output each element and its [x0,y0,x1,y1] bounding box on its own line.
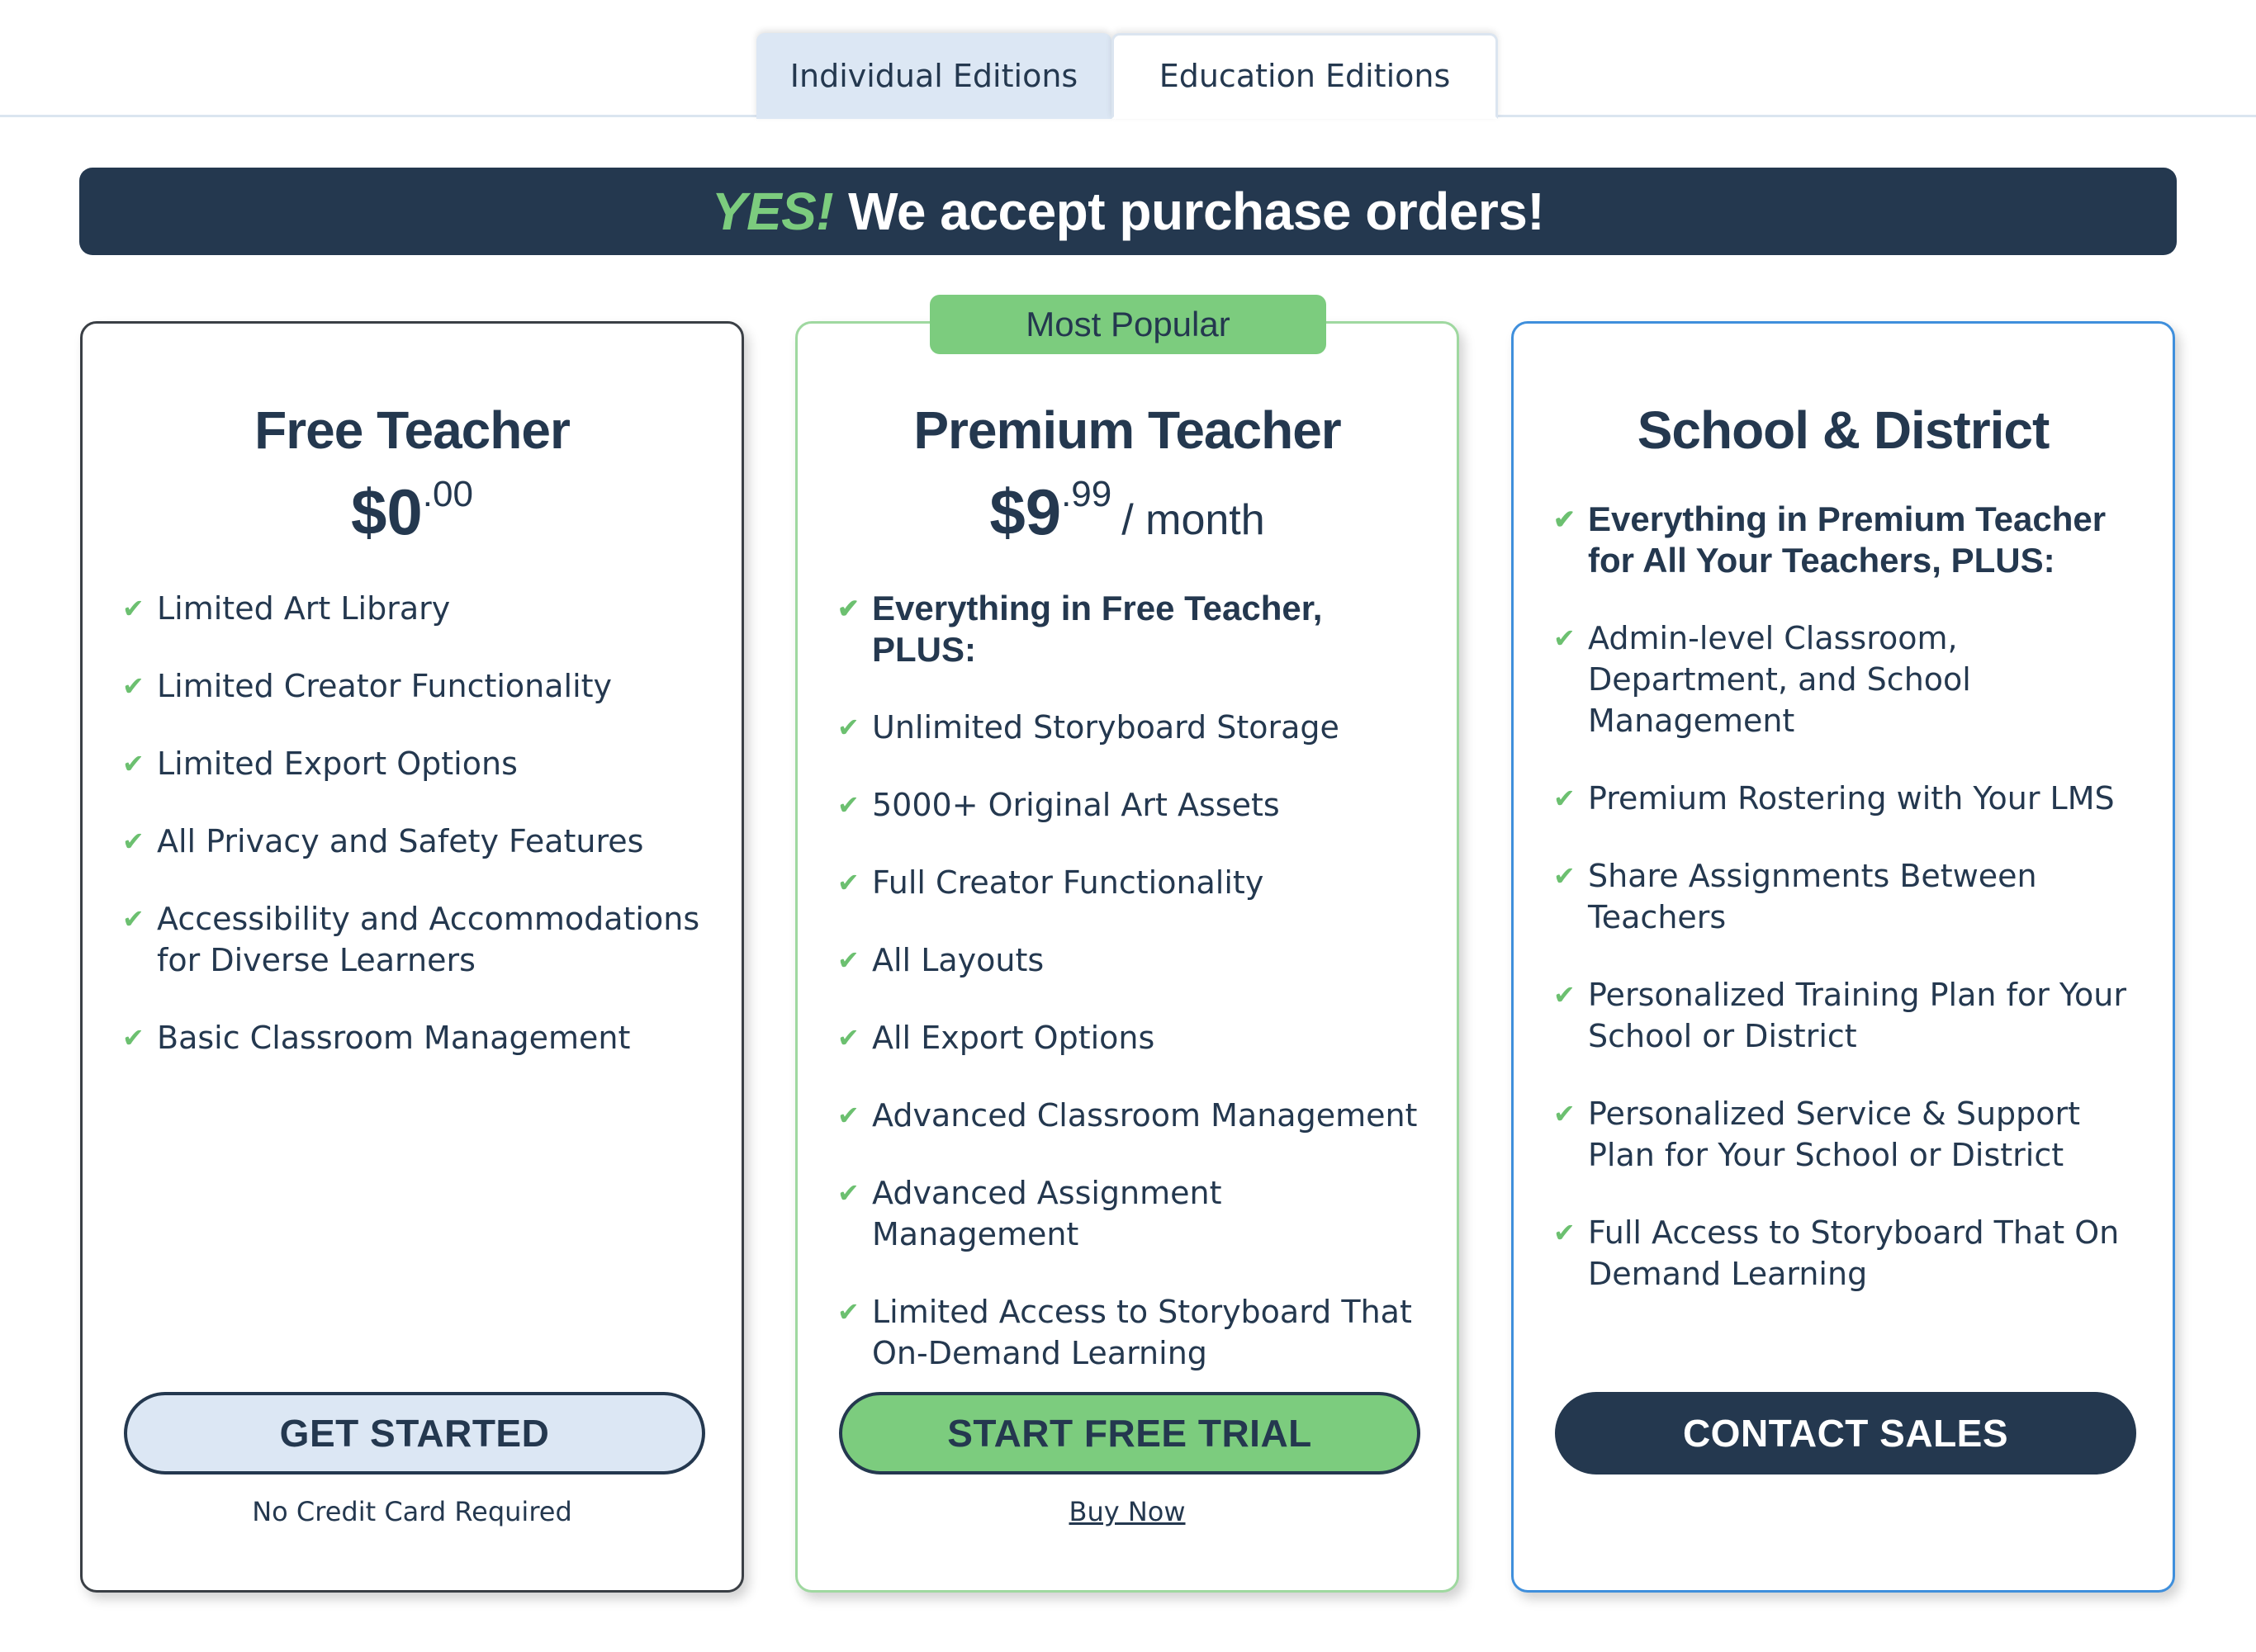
check-icon: ✔ [1553,979,1576,1011]
check-icon: ✔ [837,1100,860,1131]
check-icon: ✔ [1553,783,1576,814]
buy-now-link[interactable]: Buy Now [1069,1496,1186,1527]
check-icon: ✔ [1553,860,1576,892]
check-icon: ✔ [837,944,860,976]
no-credit-card-note: No Credit Card Required [252,1496,572,1527]
price-cents: .99 [1061,474,1112,514]
feature-item: ✔ Unlimited Storyboard Storage [837,707,1424,748]
feature-list [122,588,709,1095]
start-free-trial-button[interactable]: START FREE TRIAL [839,1392,1420,1474]
check-icon: ✔ [837,1177,860,1209]
check-icon: ✔ [122,748,145,779]
feature-item: ✔ All Layouts [837,940,1424,981]
banner-yes-text: YES! [711,182,834,241]
feature-item: ✔ Personalized Training Plan for Your School or District [1553,974,2140,1057]
feature-item: ✔ Admin-level Classroom, Department, and School Management [1553,618,2140,741]
feature-item: ✔ Limited Art Library [122,588,709,629]
plan-title: Premium Teacher [913,400,1341,460]
check-icon: ✔ [122,1022,145,1053]
check-icon: ✔ [122,826,145,857]
editions-tab-bar [0,0,2256,117]
feature-item: ✔ All Privacy and Safety Features [122,821,709,862]
feature-item: ✔ Accessibility and Accommodations for Diverse Learners [122,898,709,981]
feature-list [1553,499,2140,1331]
check-icon: ✔ [837,1296,860,1328]
check-icon: ✔ [122,670,145,702]
feature-item: ✔ All Export Options [837,1017,1424,1058]
contact-sales-button[interactable]: CONTACT SALES [1555,1392,2136,1474]
feature-item: ✔ Full Access to Storyboard That On Demand Learning [1553,1212,2140,1295]
plan-card-school-district [1511,321,2175,1593]
feature-item: ✔ Premium Rostering with Your LMS [1553,778,2140,819]
plan-price [83,474,742,550]
check-icon: ✔ [837,867,860,898]
check-icon: ✔ [1553,1217,1576,1248]
feature-item: ✔ Advanced Assignment Management [837,1172,1424,1255]
feature-item: ✔ Full Creator Functionality [837,862,1424,903]
check-icon: ✔ [837,594,860,623]
feature-list [837,588,1424,1410]
feature-item: ✔ Limited Access to Storyboard That On-Demand Learning [837,1291,1424,1374]
price-period: / month [1121,496,1265,544]
check-icon: ✔ [837,789,860,821]
feature-item: ✔ Advanced Classroom Management [837,1095,1424,1136]
plan-title: Free Teacher [254,400,570,460]
check-icon: ✔ [1553,1098,1576,1129]
check-icon: ✔ [837,712,860,743]
price-amount: $0 [351,476,423,548]
feature-item: ✔ Everything in Premium Teacher for All Your Teachers, PLUS: [1553,499,2107,580]
plan-card-premium-teacher [795,321,1459,1593]
price-cents: .00 [422,474,473,514]
check-icon: ✔ [122,593,145,624]
check-icon: ✔ [1553,622,1576,654]
most-popular-badge: Most Popular [930,295,1326,354]
feature-item: ✔ Limited Creator Functionality [122,665,709,707]
feature-item: ✔ Share Assignments Between Teachers [1553,855,2140,938]
plan-card-free-teacher [80,321,744,1593]
feature-item: ✔ Basic Classroom Management [122,1017,709,1058]
purchase-orders-banner [79,168,2177,255]
check-icon: ✔ [1553,504,1576,534]
banner-text: We accept purchase orders! [848,182,1545,241]
feature-item: ✔ 5000+ Original Art Assets [837,784,1424,826]
check-icon: ✔ [122,903,145,935]
feature-item: ✔ Everything in Free Teacher, PLUS: [837,589,1323,669]
check-icon: ✔ [837,1022,860,1053]
get-started-button[interactable]: GET STARTED [124,1392,705,1474]
feature-item: ✔ Limited Export Options [122,743,709,784]
price-amount: $9 [989,476,1062,548]
plan-title: School & District [1637,400,2050,460]
feature-item: ✔ Personalized Service & Support Plan for Your School or District [1553,1093,2140,1176]
tab-education-editions[interactable]: Education Editions [1111,33,1498,119]
tab-individual-editions[interactable]: Individual Editions [756,33,1111,119]
plan-price [798,474,1457,550]
